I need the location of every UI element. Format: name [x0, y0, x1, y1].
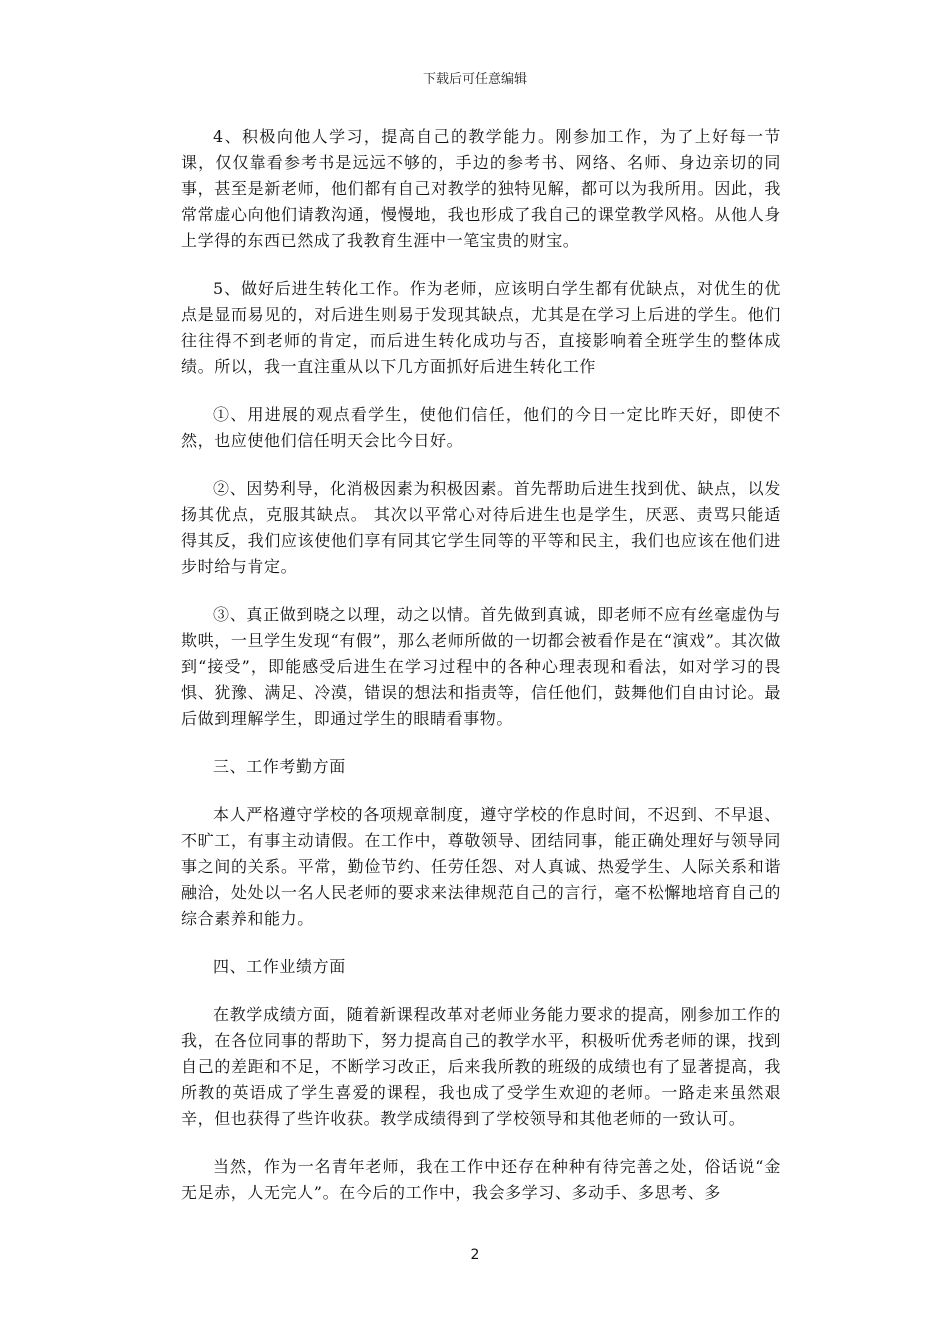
- page-number: 2: [470, 1247, 480, 1263]
- paragraph-item-2: ②、因势利导，化消极因素为积极因素。首先帮助后进生找到优、缺点，以发扬其优点，克服其缺点。 其次以平常心对待后进生也是学生，厌恶、责骂只能适得其反，我们应该使他们享有同其它学生同等的平等和民主，我们也应该在他们进步时给与肯定。: [181, 479, 781, 576]
- document-body: [181, 124, 781, 1228]
- paragraph-underachiever-transformation: 5、做好后进生转化工作。作为老师，应该明白学生都有优缺点，对优生的优点是显而易见的，对后进生则易于发现其缺点，尤其是在学习上后进的学生。他们往往得不到老师的肯定，而后进生转化成功与否，直接影响着全班学生的整体成绩。所以，我一直注重从以下几方面抓好后进生转化工作: [181, 279, 781, 376]
- section-heading-performance: 四、工作业绩方面: [213, 957, 346, 976]
- paragraph-item-1: ①、用进展的观点看学生，使他们信任，他们的今日一定比昨天好，即使不然，也应使他们信任明天会比今日好。: [181, 405, 781, 450]
- section-heading-attendance: 三、工作考勤方面: [213, 757, 346, 776]
- paragraph-learn-from-others: 4、积极向他人学习，提高自己的教学能力。刚参加工作，为了上好每一节课，仅仅靠看参考书是远远不够的，手边的参考书、网络、名师、身边亲切的同事，甚至是新老师，他们都有自己对教学的独特见解，都可以为我所用。因此，我常常虚心向他们请教沟通，慢慢地，我也形成了我自己的课堂教学风格。从他人身上学得的东西已然成了我教育生涯中一笔宝贵的财宝。: [181, 127, 781, 250]
- paragraph-item-3: ③、真正做到晓之以理，动之以情。首先做到真诚，即老师不应有丝毫虚伪与欺哄，一旦学生发现“有假”，那么老师所做的一切都会被看作是在“演戏”。其次做到“接受”，即能感受后进生在学习过程中的各种心理表现和看法，如对学习的畏惧、犹豫、满足、冷漠，错误的想法和指责等，信任他们，鼓舞他们自由讨论。最后做到理解学生，即通过学生的眼睛看事物。: [181, 605, 781, 728]
- paragraph-conclusion: 当然，作为一名青年老师，我在工作中还存在种种有待完善之处，俗话说“金无足赤，人无完人”。在今后的工作中，我会多学习、多动手、多思考、多: [181, 1157, 781, 1202]
- paragraph-performance: 在教学成绩方面，随着新课程改革对老师业务能力要求的提高，刚参加工作的我，在各位同事的帮助下，努力提高自己的教学水平，积极听优秀老师的课，找到自己的差距和不足，不断学习改正，后来我所教的班级的成绩也有了显著提高，我所教的英语成了学生喜爱的课程，我也成了受学生欢迎的老师。一路走来虽然艰辛，但也获得了些许收获。教学成绩得到了学校领导和其他老师的一致认可。: [181, 1005, 781, 1128]
- paragraph-attendance: 本人严格遵守学校的各项规章制度，遵守学校的作息时间，不迟到、不早退、不旷工，有事主动请假。在工作中，尊敬领导、团结同事，能正确处理好与领导同事之间的关系。平常，勤俭节约、任劳任怨、对人真诚、热爱学生、人际关系和谐融洽，处处以一名人民老师的要求来法律规范自己的言行，毫不松懈地培育自己的综合素养和能力。: [181, 805, 781, 928]
- page-header: 下载后可任意编辑: [422, 72, 527, 87]
